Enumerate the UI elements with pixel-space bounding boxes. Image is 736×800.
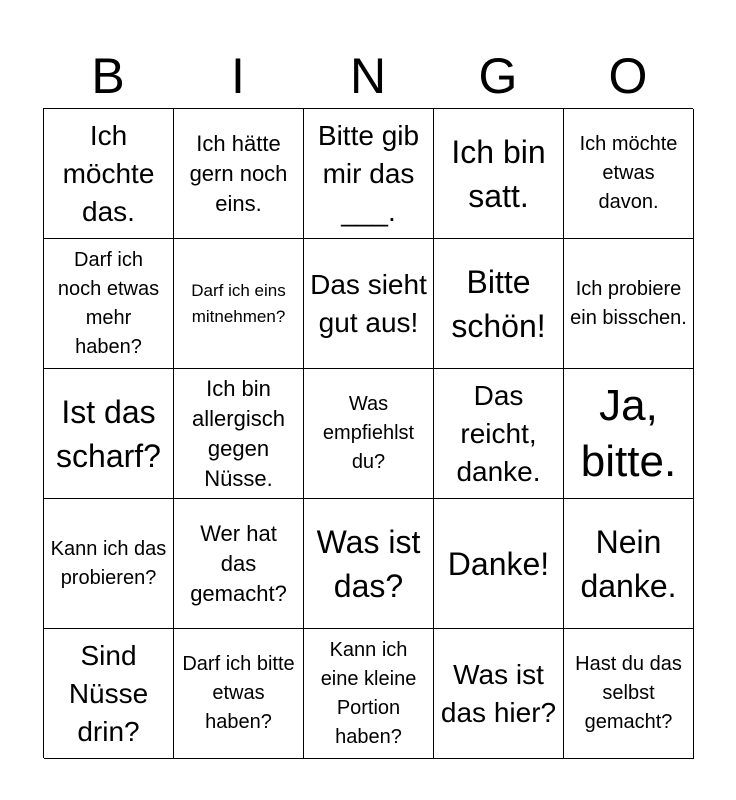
bingo-cell-r4-c1[interactable]	[44, 499, 174, 629]
bingo-cell-r1-c2[interactable]	[174, 109, 304, 239]
bingo-cell-text: Ich probiere ein bisschen.	[570, 277, 687, 329]
bingo-cell-r1-c4[interactable]	[434, 109, 564, 239]
bingo-cell-r5-c3[interactable]	[304, 629, 434, 759]
bingo-cell-text: Bitte schön!	[451, 263, 546, 344]
bingo-cell-text: Ja, bitte.	[580, 380, 677, 486]
bingo-cell-text: Darf ich eins mitnehmen?	[191, 280, 286, 326]
bingo-cell-text: Wer hat das gemacht?	[190, 520, 287, 606]
bingo-cell-text: Darf ich bitte etwas haben?	[182, 653, 295, 733]
bingo-cell-text: Was ist das hier?	[440, 658, 557, 728]
bingo-cell-r5-c4[interactable]	[434, 629, 564, 759]
header-letter-o: O	[608, 48, 648, 104]
bingo-cell-text: Darf ich noch etwas mehr haben?	[57, 248, 160, 358]
bingo-cell-r3-c5[interactable]	[564, 369, 694, 499]
header-letter-g: G	[478, 48, 518, 104]
bingo-grid	[43, 108, 693, 758]
bingo-cell-r1-c1[interactable]	[44, 109, 174, 239]
bingo-cell-r2-c2[interactable]	[174, 239, 304, 369]
bingo-cell-text: Ich möchte das.	[62, 119, 155, 227]
bingo-cell-r2-c1[interactable]	[44, 239, 174, 369]
bingo-cell-r1-c5[interactable]	[564, 109, 694, 239]
bingo-cell-text: Ich bin allergisch gegen Nüsse.	[192, 375, 285, 491]
bingo-cell-text: Was empfiehlst du?	[322, 393, 415, 473]
bingo-cell-text: Nein danke.	[580, 523, 677, 604]
bingo-cell-text: Kann ich eine kleine Portion haben?	[320, 638, 417, 748]
bingo-cell-text: Was ist das?	[316, 523, 421, 604]
bingo-header	[43, 46, 693, 106]
bingo-cell-r2-c5[interactable]	[564, 239, 694, 369]
header-letter-b: B	[91, 48, 125, 104]
bingo-cell-r2-c4[interactable]	[434, 239, 564, 369]
bingo-cell-text: Das sieht gut aus!	[310, 268, 427, 338]
bingo-cell-r1-c3[interactable]	[304, 109, 434, 239]
bingo-cell-r3-c1[interactable]	[44, 369, 174, 499]
bingo-cell-text: Ich hätte gern noch eins.	[189, 130, 288, 216]
bingo-cell-r4-c5[interactable]	[564, 499, 694, 629]
bingo-cell-r3-c4[interactable]	[434, 369, 564, 499]
bingo-cell-text: Ich möchte etwas davon.	[579, 133, 678, 213]
bingo-cell-r3-c2[interactable]	[174, 369, 304, 499]
bingo-cell-r5-c2[interactable]	[174, 629, 304, 759]
bingo-cell-r5-c5[interactable]	[564, 629, 694, 759]
bingo-cell-text: Das reicht, danke.	[456, 379, 541, 487]
bingo-cell-text: Kann ich das probieren?	[50, 537, 167, 589]
header-letter-n: N	[349, 48, 387, 104]
bingo-cell-r4-c2[interactable]	[174, 499, 304, 629]
bingo-cell-r4-c3[interactable]	[304, 499, 434, 629]
bingo-cell-r5-c1[interactable]	[44, 629, 174, 759]
bingo-cell-text: Ich bin satt.	[451, 133, 546, 214]
bingo-cell-text: Sind Nüsse drin?	[68, 639, 149, 747]
bingo-cell-text: Hast du das selbst gemacht?	[575, 653, 682, 733]
bingo-cell-r4-c4[interactable]	[434, 499, 564, 629]
bingo-cell-text: Ist das scharf?	[56, 393, 161, 474]
bingo-cell-r2-c3[interactable]	[304, 239, 434, 369]
bingo-cell-text: Danke!	[447, 545, 550, 582]
bingo-cell-r3-c3[interactable]	[304, 369, 434, 499]
header-letter-i: I	[231, 48, 245, 104]
bingo-cell-text: Bitte gib mir das ___.	[317, 119, 420, 227]
